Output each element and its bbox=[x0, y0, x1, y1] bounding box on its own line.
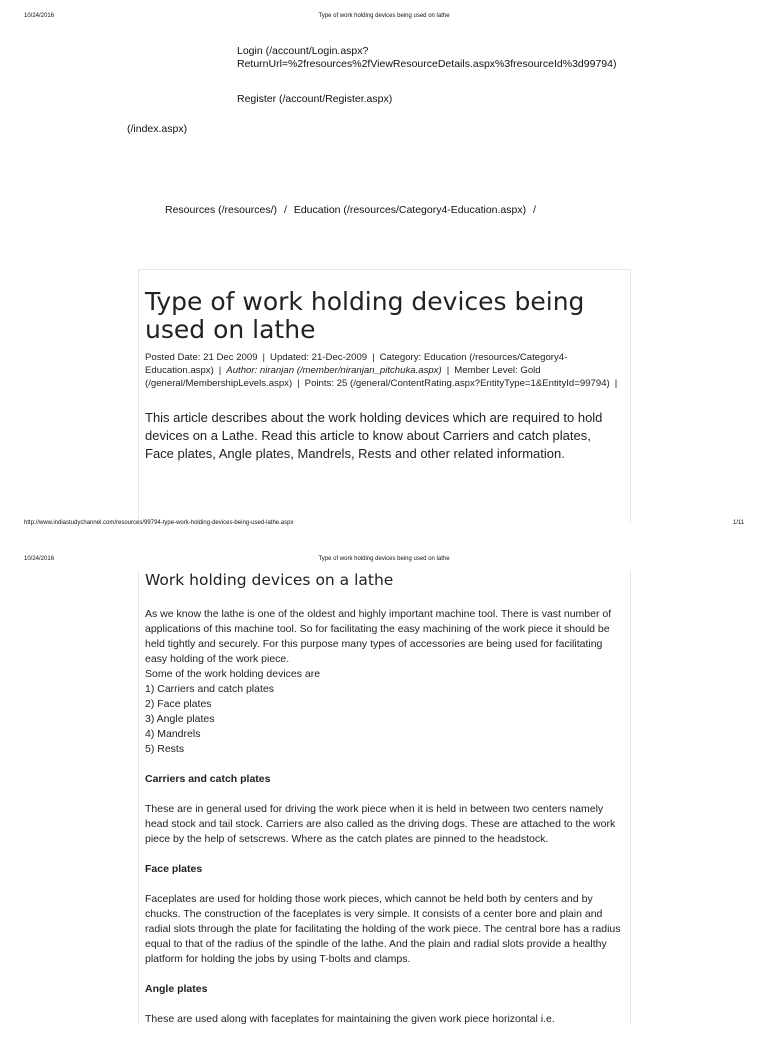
print-footer-page: 1/11 bbox=[733, 520, 745, 526]
angle-plates-heading: Angle plates bbox=[145, 983, 208, 995]
meta-separator: | bbox=[297, 378, 300, 389]
login-link-line2: ReturnUrl=%2fresources%2fViewResourceDetails.aspx%3fresourceId%3d99794) bbox=[237, 58, 617, 70]
breadcrumb-resources[interactable]: Resources (/resources/) bbox=[165, 204, 278, 216]
breadcrumb-separator: / bbox=[283, 204, 287, 216]
section-heading: Work holding devices on a lathe bbox=[145, 571, 394, 589]
carriers-heading: Carriers and catch plates bbox=[145, 773, 271, 785]
login-link[interactable] bbox=[237, 45, 616, 71]
face-plates-heading: Face plates bbox=[145, 863, 203, 875]
article-body bbox=[145, 607, 623, 1042]
meta-separator: | bbox=[372, 352, 375, 363]
face-plates-paragraph: Faceplates are used for holding those work pieces, which cannot be held both by centers and by chucks. The construction of the faceplates is very simple. It consists of a center bore and plain and radial slots through the plate for facilitating the holding of the work piece. The central bore has a radius equal to that of the radius of the spindle of the lathe. And the plain and radial slots provide a healthy platform for holding the jobs by using T-bolts and clamps. bbox=[145, 893, 621, 965]
member-level-link[interactable]: Member Level: Gold (/general/MembershipLevels.aspx) bbox=[145, 365, 541, 389]
meta-separator: | bbox=[614, 378, 618, 389]
list-item: 5) Rests bbox=[145, 743, 185, 755]
category-link[interactable]: Category: Education (/resources/Category4-Education.aspx) bbox=[145, 352, 568, 376]
posted-date: Posted Date: 21 Dec 2009 bbox=[145, 352, 258, 363]
angle-plates-paragraph: These are used along with faceplates for maintaining the given work piece horizontal i.e. bbox=[145, 1013, 555, 1025]
list-item: 3) Angle plates bbox=[145, 713, 215, 725]
article-title: Type of work holding devices being used on lathe bbox=[145, 287, 585, 344]
carriers-paragraph: These are in general used for driving the work piece when it is held in between two centers namely head stock and tail stock. Carriers are also called as the driving dogs. These are attached to the work piece by the help of setscrews. Where as the catch plates are pinned to the headstock. bbox=[145, 803, 616, 845]
list-item: 2) Face plates bbox=[145, 698, 212, 710]
print-header-date: 10/24/2016 bbox=[24, 13, 55, 19]
login-link-line1: Login (/account/Login.aspx? bbox=[237, 45, 369, 57]
intro-paragraph: As we know the lathe is one of the oldest and highly important machine tool. There is vast number of applications of this machine tool. So for facilitating the easy machining of the work piece it should be held tightly and securely. For this purpose many types of accessories are being used for facilitating easy holding of the work piece. bbox=[145, 608, 612, 665]
register-link[interactable]: Register (/account/Register.aspx) bbox=[237, 93, 393, 105]
article-meta bbox=[145, 351, 627, 390]
print-header-date: 10/24/2016 bbox=[24, 556, 55, 562]
author-link[interactable]: Author: niranjan (/member/niranjan_pitchuka.aspx) bbox=[226, 365, 442, 376]
list-item: 4) Mandrels bbox=[145, 728, 201, 740]
device-list bbox=[145, 682, 623, 757]
article-summary: This article describes about the work holding devices which are required to hold devices on a Lathe. Read this article to know about Carriers and catch plates, Face plates, Angle plates, Mandrels, Rests and other related information. bbox=[145, 410, 603, 461]
list-item: 1) Carriers and catch plates bbox=[145, 683, 274, 695]
points-link[interactable]: Points: 25 (/general/ContentRating.aspx?EntityType=1&EntityId=99794) bbox=[304, 378, 610, 389]
print-header-title: Type of work holding devices being used on lathe bbox=[318, 556, 450, 562]
updated-date: Updated: 21-Dec-2009 bbox=[270, 352, 368, 363]
print-header-title: Type of work holding devices being used on lathe bbox=[318, 13, 450, 19]
meta-separator: | bbox=[262, 352, 266, 363]
meta-separator: | bbox=[218, 365, 222, 376]
list-intro: Some of the work holding devices are bbox=[145, 668, 321, 680]
print-footer-url: http://www.indiastudychannel.com/resources/99794-type-work-holding-devices-being-used-lathe.aspx bbox=[24, 520, 294, 526]
breadcrumb-separator: / bbox=[533, 204, 536, 216]
meta-separator: | bbox=[446, 365, 450, 376]
home-link[interactable]: (/index.aspx) bbox=[127, 123, 188, 135]
breadcrumb-education[interactable]: Education (/resources/Category4-Education.aspx) bbox=[293, 204, 527, 216]
breadcrumb bbox=[165, 204, 536, 217]
